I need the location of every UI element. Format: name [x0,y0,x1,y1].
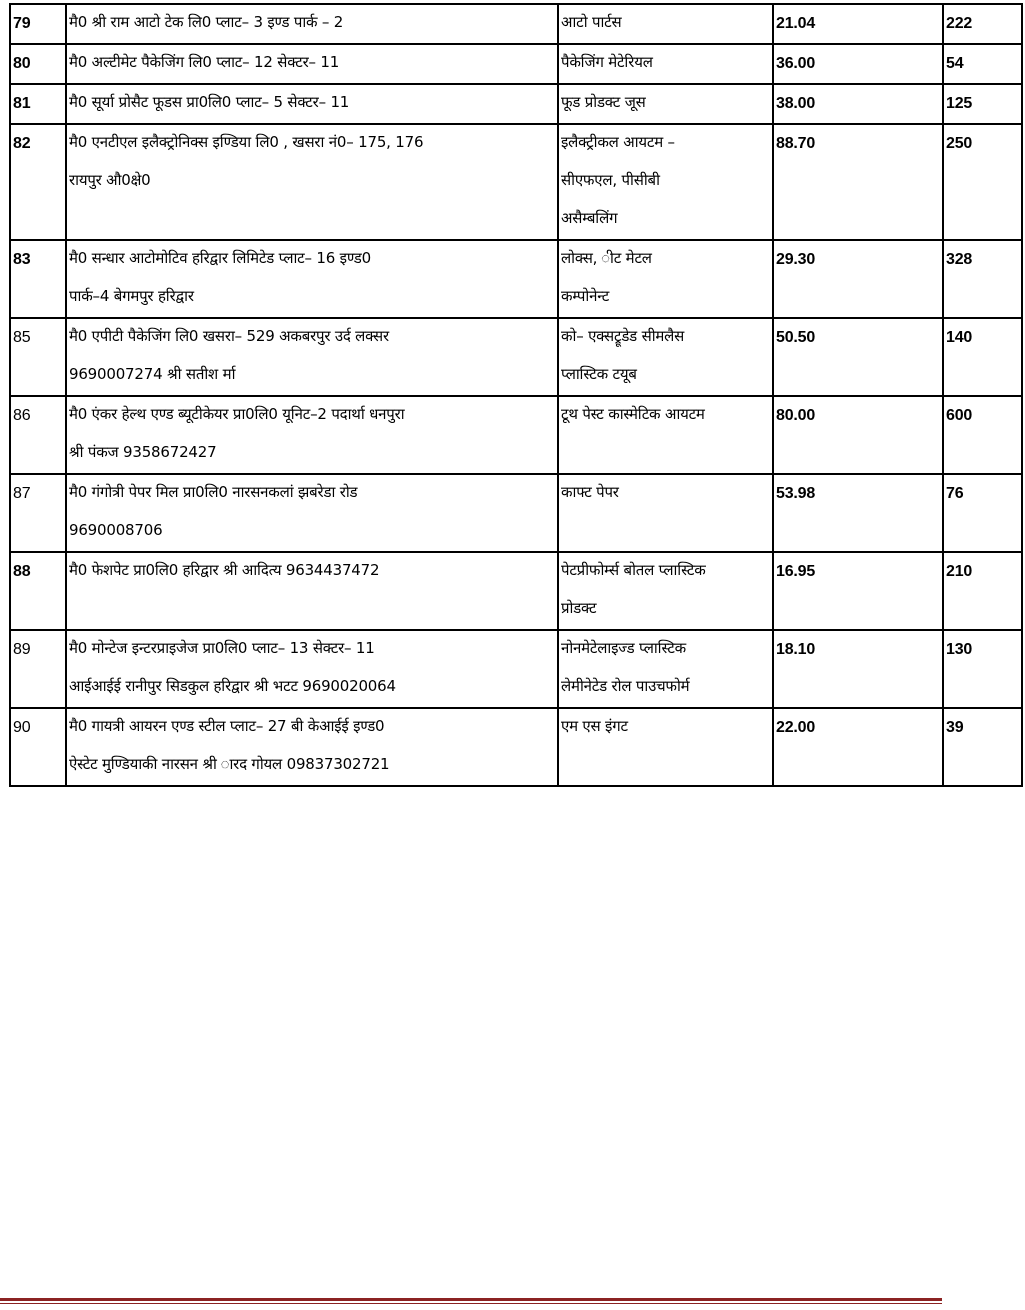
investment-cell: 50.50 [773,318,943,396]
employment-cell: 600 [943,396,1022,474]
unit-text-line: मै0 एंकर हेल्थ एण्ड ब्यूटीकेयर प्रा0लि0 यूनिट–2 पदार्था धनपुरा [69,405,405,423]
table-row [10,708,1022,786]
product-text-line: टूथ पेस्ट कास्मेटिक आयटम [561,405,705,423]
investment-cell: 38.00 [773,84,943,124]
unit-text-line: मै0 गायत्री आयरन एण्ड स्टील प्लाट– 27 बी केआईई इण्ड0 [69,717,385,735]
product-text-line: सीएफएल, पीसीबी [561,171,660,189]
serial-number-cell: 82 [10,124,66,240]
unit-text-line: 9690007274 श्री सतीश र्मा [69,365,236,383]
footer-rule [0,1298,942,1301]
product-text-line: कम्पोनेन्ट [561,287,610,305]
serial-number-cell: 88 [10,552,66,630]
product-cell [558,4,773,44]
product-cell [558,84,773,124]
product-cell [558,240,773,318]
unit-text-line: मै0 श्री राम आटो टेक लि0 प्लाट– 3 इण्ड पार्क – 2 [69,13,344,31]
unit-text-line: 9690008706 [69,521,163,539]
unit-text-line: मै0 अल्टीमेट पैकेजिंग लि0 प्लाट– 12 सेक्टर– 11 [69,53,340,71]
product-text-line: पैकेजिंग मेटेरियल [561,53,653,71]
table-body [10,4,1022,786]
serial-number-cell: 80 [10,44,66,84]
serial-number-cell: 83 [10,240,66,318]
footer-rule-thin [0,1303,942,1304]
product-cell [558,474,773,552]
employment-cell: 130 [943,630,1022,708]
investment-cell: 18.10 [773,630,943,708]
table-row [10,396,1022,474]
investment-cell: 29.30 [773,240,943,318]
investment-cell: 53.98 [773,474,943,552]
investment-cell: 16.95 [773,552,943,630]
table-row [10,630,1022,708]
unit-text-line: श्री पंकज 9358672427 [69,443,217,461]
employment-cell: 328 [943,240,1022,318]
unit-text-line: आईआईई रानीपुर सिडकुल हरिद्वार श्री भटट 9690020064 [69,677,396,695]
product-cell [558,318,773,396]
unit-text-line: ऐस्टेट मुण्डियाकी नारसन श्री ारद गोयल 09837302721 [69,755,390,773]
table-row [10,240,1022,318]
employment-cell: 250 [943,124,1022,240]
unit-name-address-cell [66,396,558,474]
unit-name-address-cell [66,708,558,786]
table-row [10,552,1022,630]
employment-cell: 125 [943,84,1022,124]
table-row [10,84,1022,124]
investment-cell: 21.04 [773,4,943,44]
serial-number-cell: 81 [10,84,66,124]
product-text-line: आटो पार्टस [561,13,622,31]
unit-name-address-cell [66,552,558,630]
serial-number-cell: 79 [10,4,66,44]
product-cell [558,396,773,474]
serial-number-cell: 90 [10,708,66,786]
product-text-line: पेटप्रीफोर्म्स बोतल प्लास्टिक [561,561,706,579]
investment-cell: 36.00 [773,44,943,84]
employment-cell: 39 [943,708,1022,786]
table-row [10,44,1022,84]
product-cell [558,124,773,240]
product-cell [558,630,773,708]
employment-cell: 210 [943,552,1022,630]
investment-cell: 22.00 [773,708,943,786]
product-cell [558,708,773,786]
product-text-line: असैम्बलिंग [561,209,618,227]
unit-text-line: मै0 सन्धार आटोमोटिव हरिद्वार लिमिटेड प्लाट– 16 इण्ड0 [69,249,371,267]
product-text-line: प्लास्टिक टयूब [561,365,637,383]
unit-name-address-cell [66,240,558,318]
product-text-line: इलैक्ट्रीकल आयटम – [561,133,675,151]
unit-text-line: मै0 मोन्टेज इन्टरप्राइजेज प्रा0लि0 प्लाट– 13 सेक्टर– 11 [69,639,375,657]
serial-number-cell: 89 [10,630,66,708]
serial-number-cell: 85 [10,318,66,396]
unit-name-address-cell [66,44,558,84]
table-row [10,474,1022,552]
unit-name-address-cell [66,4,558,44]
unit-name-address-cell [66,318,558,396]
serial-number-cell: 86 [10,396,66,474]
product-text-line: एम एस इंगट [561,717,628,735]
unit-text-line: मै0 फेशपेट प्रा0लि0 हरिद्वार श्री आदित्य 9634437472 [69,561,380,579]
product-text-line: लोक्स, ीट मेटल [561,249,652,267]
unit-name-address-cell [66,630,558,708]
product-text-line: लेमीनेटेड रोल पाउचफोर्म [561,677,690,695]
unit-text-line: पार्क–4 बेगमपुर हरिद्वार [69,287,194,305]
product-text-line: फूड प्रोडक्ट जूस [561,93,646,111]
table-row [10,124,1022,240]
unit-name-address-cell [66,124,558,240]
table-row [10,318,1022,396]
unit-text-line: मै0 एनटीएल इलैक्ट्रोनिक्स इण्डिया लि0 , खसरा नं0– 175, 176 [69,133,424,151]
unit-text-line: मै0 एपीटी पैकेजिंग लि0 खसरा– 529 अकबरपुर उर्द लक्सर [69,327,389,345]
unit-text-line: मै0 गंगोत्री पेपर मिल प्रा0लि0 नारसनकलां झबरेडा रोड [69,483,358,501]
product-text-line: को– एक्सट्रूडेड सीमलैस [561,327,685,345]
product-cell [558,552,773,630]
serial-number-cell: 87 [10,474,66,552]
unit-text-line: रायपुर औ0क्षे0 [69,171,151,189]
employment-cell: 54 [943,44,1022,84]
investment-cell: 88.70 [773,124,943,240]
product-cell [558,44,773,84]
table-row [10,4,1022,44]
unit-name-address-cell [66,474,558,552]
employment-cell: 140 [943,318,1022,396]
employment-cell: 222 [943,4,1022,44]
product-text-line: काफ्ट पेपर [561,483,619,501]
product-text-line: प्रोडक्ट [561,599,597,617]
industrial-units-table [9,3,1023,787]
employment-cell: 76 [943,474,1022,552]
investment-cell: 80.00 [773,396,943,474]
unit-name-address-cell [66,84,558,124]
unit-text-line: मै0 सूर्या प्रोसैट फूडस प्रा0लि0 प्लाट– 5 सेक्टर– 11 [69,93,350,111]
product-text-line: नोनमेटेलाइज्ड प्लास्टिक [561,639,687,657]
